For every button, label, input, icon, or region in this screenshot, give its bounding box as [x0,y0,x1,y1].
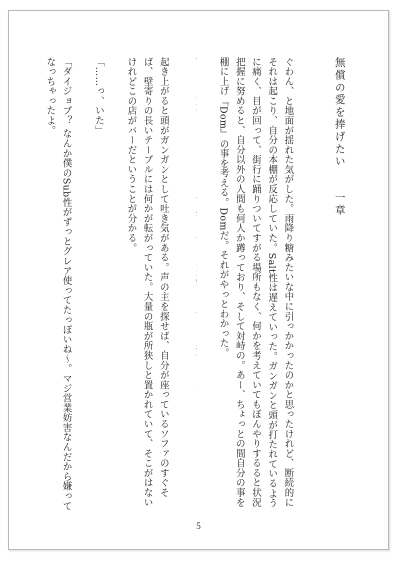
paragraph: ぐわん、と地面が揺れた気がした。雨降り糖みたいな中に引っかかったのかと思ったけれど、断続的にそれは起こり、自分の本棚が反応していた。Salt性は遅えていった。ガンガンと頭が打たれているように痛く、目が回って、街行に踊りついてすがる場所もなく、何かを考えていてもぼんやりするると状況把握に努めると、自分以外の人間も何人か蹲っており、そして対峙の。あー、ちょっとの間自分の事を棚に上げ『Dom』の事を考える。Domだ。それがやっとわかった。 [217,57,294,509]
left-text-column [29,57,187,517]
right-text-column [196,57,364,517]
page-number: 5 [196,521,201,531]
chapter-label: 一章 [333,191,346,217]
body-text-area [29,57,364,517]
paragraph: 起き上がると頭がガンガンとして吐き気がある。声の主を探せば、自分が座っているソファのすぐそば、壁寄りの長いテーブルには何かが転がっていた。大量の瓶が所狭しと置かれていて、そこがはないけれどこの店がバーだということが分かる。 [125,57,169,508]
title-line [332,57,348,517]
dialogue-line: 「ダイジョブ？ なんか僕のSub性がずっとグレア使ってたっぽいね〜。マジ営業妨害なんだから嫌ってなっちゃったよ。 [44,57,72,511]
paragraph [196,57,198,517]
document-page [8,10,389,550]
dialogue-line: 「……っ、いた」 [92,57,104,136]
document-title: 無償の愛を捧げたい [333,57,346,168]
